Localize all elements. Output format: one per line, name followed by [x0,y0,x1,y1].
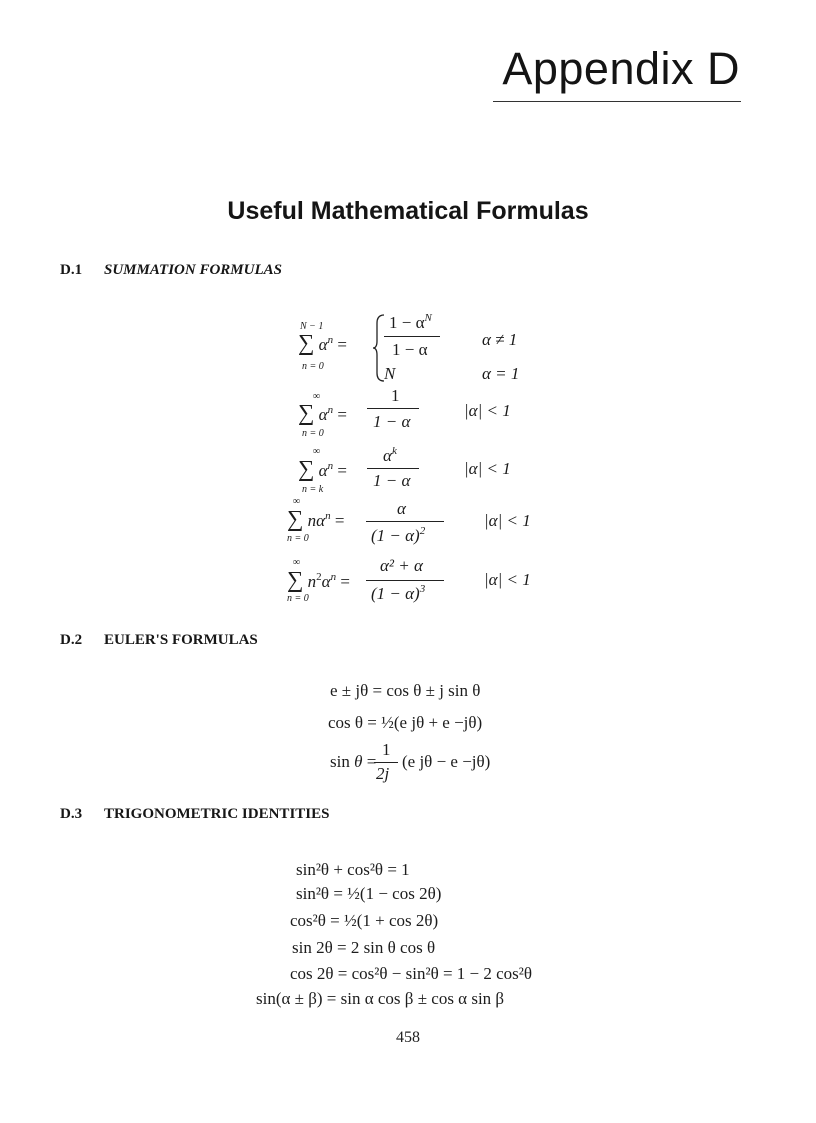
sigma-symbol: ∑ $\alpha^n$ = [298,400,347,425]
condition: |α| < 1 [464,459,511,478]
condition: |α| < 1 [484,511,531,530]
trig-identity-3: cos²θ = ½(1 + cos 2θ) [290,911,439,930]
denominator: $(1 - \alpha)^3$ [371,583,426,603]
sigma-symbol: ∑ $n^2\alpha^n$ = [287,567,350,592]
trig-identity-4: sin 2θ = 2 sin θ cos θ [292,938,436,957]
page-number: 458 [396,1029,420,1046]
case1-denominator: 1 − α [392,340,428,359]
fraction-bar [367,468,419,469]
condition: |α| < 1 [484,570,531,589]
sin-lhs: sin θ = [330,752,377,771]
sum-upper-limit: N − 1 [300,321,324,332]
appendix-title: Appendix D [502,43,740,94]
numerator: 1 [382,740,391,759]
numerator: α² + α [380,556,423,575]
denominator: 1 − α [373,412,411,431]
chapter-title: Useful Mathematical Formulas [227,197,589,225]
section-number: D.1 [60,262,83,278]
sum-upper-limit: ∞ [313,446,321,457]
sum-lower-limit: n = k [302,484,324,495]
denominator: 2j [376,764,390,783]
sigma-symbol: ∑ $n\alpha^n$ = [287,506,345,531]
sum-upper-limit: ∞ [293,496,301,507]
fraction-bar [366,580,444,581]
sum-lower-limit: n = 0 [287,533,309,544]
section-title: TRIGONOMETRIC IDENTITIES [104,806,330,822]
numerator: $\alpha^k$ [383,445,397,465]
trig-identity-2: sin²θ = ½(1 − cos 2θ) [296,884,442,903]
title-underline [493,101,741,102]
trig-identity-6: sin(α ± β) = sin α cos β ± cos α sin β [256,989,505,1008]
trig-identity-5: cos 2θ = cos²θ − sin²θ = 1 − 2 cos²θ [290,964,533,983]
denominator: 1 − α [373,471,411,490]
case1-numerator: $1 - \alpha^N$ [389,312,432,332]
euler-formula-2: cos θ = ½(e jθ + e −jθ) [328,713,483,732]
section-number: D.3 [60,806,83,822]
section-title: EULER'S FORMULAS [104,632,258,648]
fraction-bar [384,336,440,337]
sigma-symbol: ∑ $\alpha^n$ = [298,456,347,481]
sum-lower-limit: n = 0 [302,428,324,439]
denominator: $(1 - \alpha)^2$ [371,525,426,545]
sum-lower-limit: n = 0 [302,361,324,372]
section-heading-d2 [60,632,258,649]
numerator: α [397,499,406,518]
sum-upper-limit: ∞ [313,391,321,402]
numerator: 1 [391,386,400,405]
section-heading-d3 [60,806,329,823]
case2-condition: α = 1 [482,364,520,383]
sum-lower-limit: n = 0 [287,593,309,604]
euler-formula-1: e ± jθ = cos θ ± j sin θ [330,681,481,700]
sigma-symbol: ∑ $\alpha^n$ = [298,330,347,355]
section-number: D.2 [60,632,83,648]
condition: |α| < 1 [464,401,511,420]
sin-rhs: (e jθ − e −jθ) [402,752,491,771]
section-title: SUMMATION FORMULAS [104,262,282,278]
case1-condition: α ≠ 1 [482,330,518,349]
sum-upper-limit: ∞ [293,557,301,568]
trig-identity-1: sin²θ + cos²θ = 1 [296,860,410,879]
case2-value: N [384,364,396,383]
fraction-bar [366,521,444,522]
fraction-bar [367,408,419,409]
fraction-bar [374,762,398,763]
section-heading-d1 [60,262,282,279]
